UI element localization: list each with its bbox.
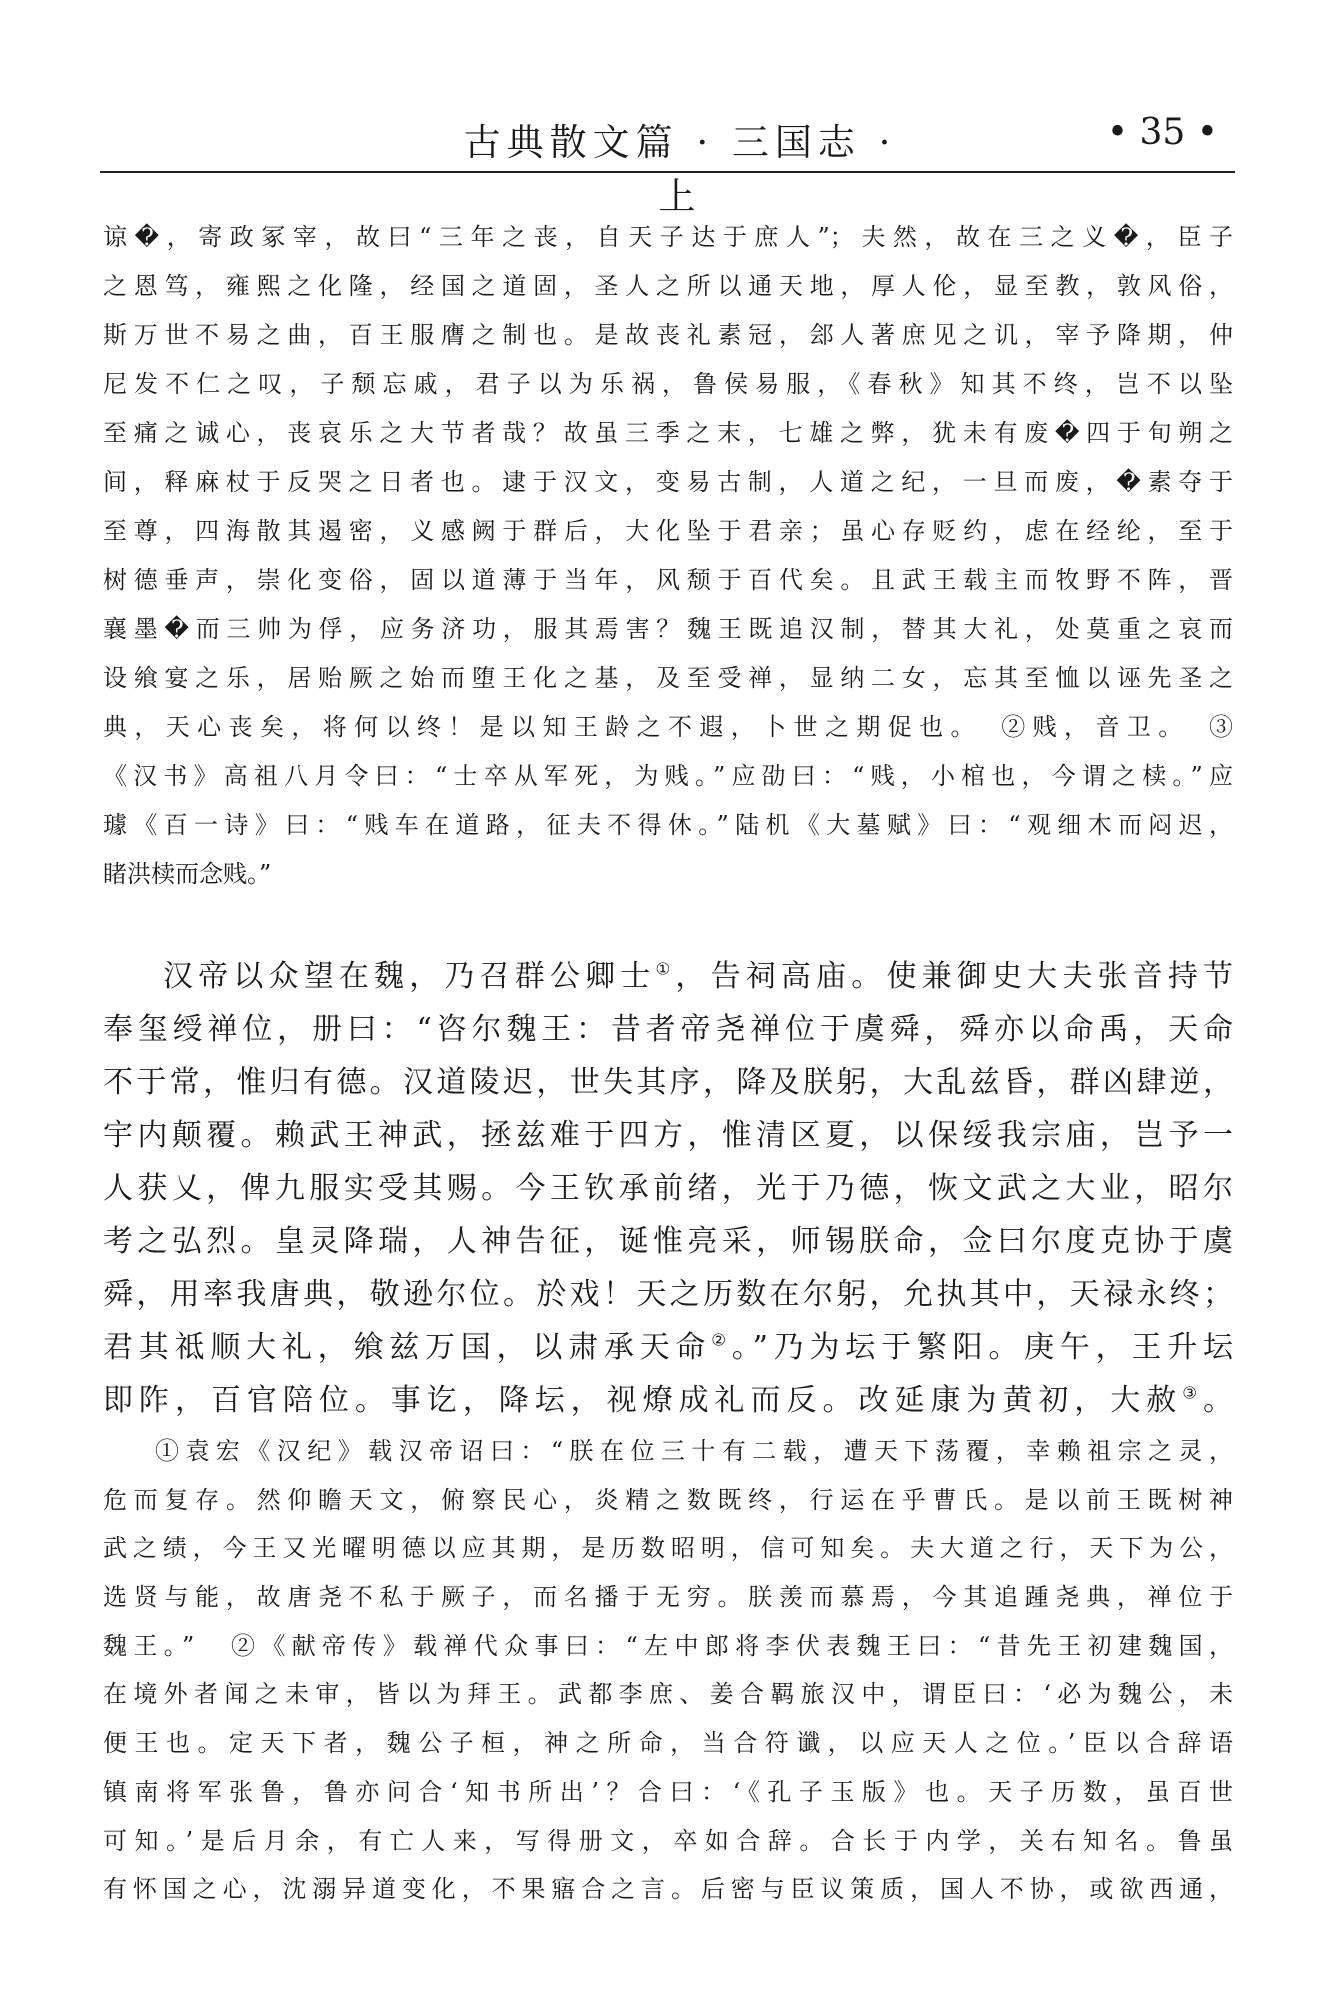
text-segment: 可知。’是后月余，有亡人来，写得册文，卒如合辞。合长于内学，关右知名。鲁虽 [103,1826,1233,1855]
text-segment: 有怀国之心，沈溺异道变化，不果寤合之言。后密与臣议策质，国人不协，或欲西通， [103,1875,1233,1904]
header-rule [100,171,1235,173]
text-segment: 考之弘烈。皇灵降瑞，人神告征，诞惟亮采，师锡朕命，佥曰尔度克协于虞 [103,1224,1233,1259]
running-header-title: 古典散文篇 · 三国志 · 上 [463,121,897,218]
text-line [103,850,1233,899]
text-line [103,360,1233,409]
text-line [103,1321,1233,1374]
text-line [103,1670,1233,1719]
text-line [103,605,1233,654]
text-line [103,1719,1233,1768]
text-line [103,1427,1233,1476]
text-line [103,801,1233,850]
text-segment: 汉帝以众望在魏，乃召群公卿士 [163,959,656,994]
main-text-paragraph [103,950,1233,1427]
text-segment: 君其祗顺大礼，飨兹万国，以肃承天命 [103,1330,712,1365]
text-line [103,1573,1233,1622]
text-line [103,1817,1233,1866]
text-segment: ①袁宏《汉纪》载汉帝诏曰：“朕在位三十有二载，遭天下荡覆，幸赖祖宗之灵， [155,1437,1233,1465]
text-line [103,1003,1233,1056]
text-line [103,1056,1233,1109]
text-line [103,409,1233,458]
text-line [103,1109,1233,1162]
text-line [103,654,1233,703]
footnote-marker: ① [655,959,676,979]
text-segment: 镇南将军张鲁，鲁亦问合‘知书所出’？合曰：‘《孔子玉版》也。天子历数，虽百世 [103,1777,1233,1806]
text-segment: 不于常，惟归有德。汉道陵迟，世失其序，降及朕躬，大乱兹昏，群凶肆逆， [103,1065,1233,1100]
text-line [103,950,1233,1003]
text-segment: 斯万世不易之曲，百王服膺之制也。是故丧礼素冠，郐人著庶见之讥，宰予降期，仲 [103,321,1233,349]
text-segment: 谅�，寄政冢宰，故曰“三年之丧，自天子达于庶人”；夫然，故在三之义�，臣子 [103,223,1233,251]
text-line [103,213,1233,262]
text-segment: 典，天心丧矣，将何以终！是以知王龄之不遐，卜世之期促也。 ②贱，音卫。 ③ [103,713,1233,741]
text-segment: 魏王。” ②《献帝传》载禅代众事曰：“左中郎将李伏表魏王曰：“昔先王初建魏国， [103,1631,1233,1660]
text-segment: 人获乂，俾九服实受其赐。今王钦承前绪，光于乃德，恢文武之大业，昭尔 [103,1171,1233,1206]
text-line [103,1374,1233,1427]
text-segment: 奉玺绶禅位，册曰：“咨尔魏王：昔者帝尧禅位于虞舜，舜亦以命禹，天命 [103,1012,1233,1047]
continued-annotation [103,213,1233,899]
text-segment: 即阼，百官陪位。事讫，降坛，视燎成礼而反。改延康为黄初，大赦 [103,1383,1183,1418]
text-line [103,703,1233,752]
text-line [103,556,1233,605]
page-number: • 35 • [1106,112,1218,153]
text-segment: 璩《百一诗》曰：“贱车在道路，征夫不得休。”陆机《大墓赋》曰：“观细木而闷迟， [103,811,1233,839]
text-segment: 《汉书》高祖八月令曰：“士卒从军死，为贱。”应劭曰：“贱，小棺也，今谓之椟。”应 [103,762,1233,790]
text-segment: 。 [1203,1383,1234,1418]
text-line [103,507,1233,556]
text-segment: 在境外者闻之未审，皆以为拜王。武都李庶、姜合羁旅汉中，谓臣曰：‘必为魏公，未 [103,1680,1233,1709]
text-line [103,311,1233,360]
text-line [103,1268,1233,1321]
text-segment: 便王也。定天下者，魏公子桓，神之所命，当合符谶，以应天人之位。’臣以合辞语 [103,1729,1233,1758]
footnote-marker: ② [711,1330,732,1350]
text-segment: 襄墨�而三帅为俘，应务济功，服其焉害？魏王既追汉制，替其大礼，处莫重之哀而 [103,615,1233,643]
text-segment: ，告祠高庙。使兼御史大夫张音持节 [675,959,1234,994]
text-line [103,1215,1233,1268]
text-segment: 选贤与能，故唐尧不私于厥子，而名播于无穷。朕羡而慕焉，今其追踵尧典，禅位于 [103,1583,1233,1612]
text-line [103,1524,1233,1573]
text-segment: 至尊，四海散其遏密，义感阙于群后，大化坠于君亲；虽心存贬约，虑在经纶，至于 [103,517,1233,545]
text-line [103,1622,1233,1671]
footnote-marker: ③ [1182,1383,1204,1403]
text-segment: 武之绩，今王又光曜明德以应其期，是历数昭明，信可知矣。夫大道之行，天下为公， [103,1534,1233,1563]
text-line [103,1476,1233,1525]
text-segment: 睹洪椟而念贱。” [103,860,272,888]
text-line [103,1162,1233,1215]
text-segment: 至痛之诚心，丧哀乐之大节者哉？故虽三季之末，七雄之弊，犹未有废�四于旬朔之 [103,419,1233,447]
text-segment: 舜，用率我唐典，敬逊尔位。於戏！天之历数在尔躬，允执其中，天禄永终； [103,1277,1233,1312]
text-segment: 间，释麻杖于反哭之日者也。逮于汉文，变易古制，人道之纪，一旦而废，�素夺于 [103,468,1233,496]
text-segment: 尼发不仁之叹，子颓忘戚，君子以为乐祸，鲁侯易服，《春秋》知其不终，岂不以坠 [103,370,1233,398]
text-segment: 宇内颠覆。赖武王神武，拯兹难于四方，惟清区夏，以保绥我宗庙，岂予一 [103,1118,1233,1153]
footnotes [103,1427,1233,1914]
text-line [103,458,1233,507]
text-segment: 设飨宴之乐，居贻厥之始而堕王化之基，及至受禅，显纳二女，忘其至恤以诬先圣之 [103,664,1233,692]
text-segment: 树德垂声，崇化变俗，固以道薄于当年，风颓于百代矣。且武王载主而牧野不阵，晋 [103,566,1233,594]
text-line [103,1865,1233,1914]
text-segment: 。”乃为坛于繁阳。庚午，王升坛 [731,1330,1234,1365]
text-line [103,752,1233,801]
text-segment: 危而复存。然仰瞻天文，俯察民心，炎精之数既终，行运在乎曹氏。是以前王既树神 [103,1485,1233,1514]
text-segment: 之恩笃，雍熙之化隆，经国之道固，圣人之所以通天地，厚人伦，显至教，敦风俗， [103,272,1233,300]
text-line [103,1768,1233,1817]
text-line [103,262,1233,311]
